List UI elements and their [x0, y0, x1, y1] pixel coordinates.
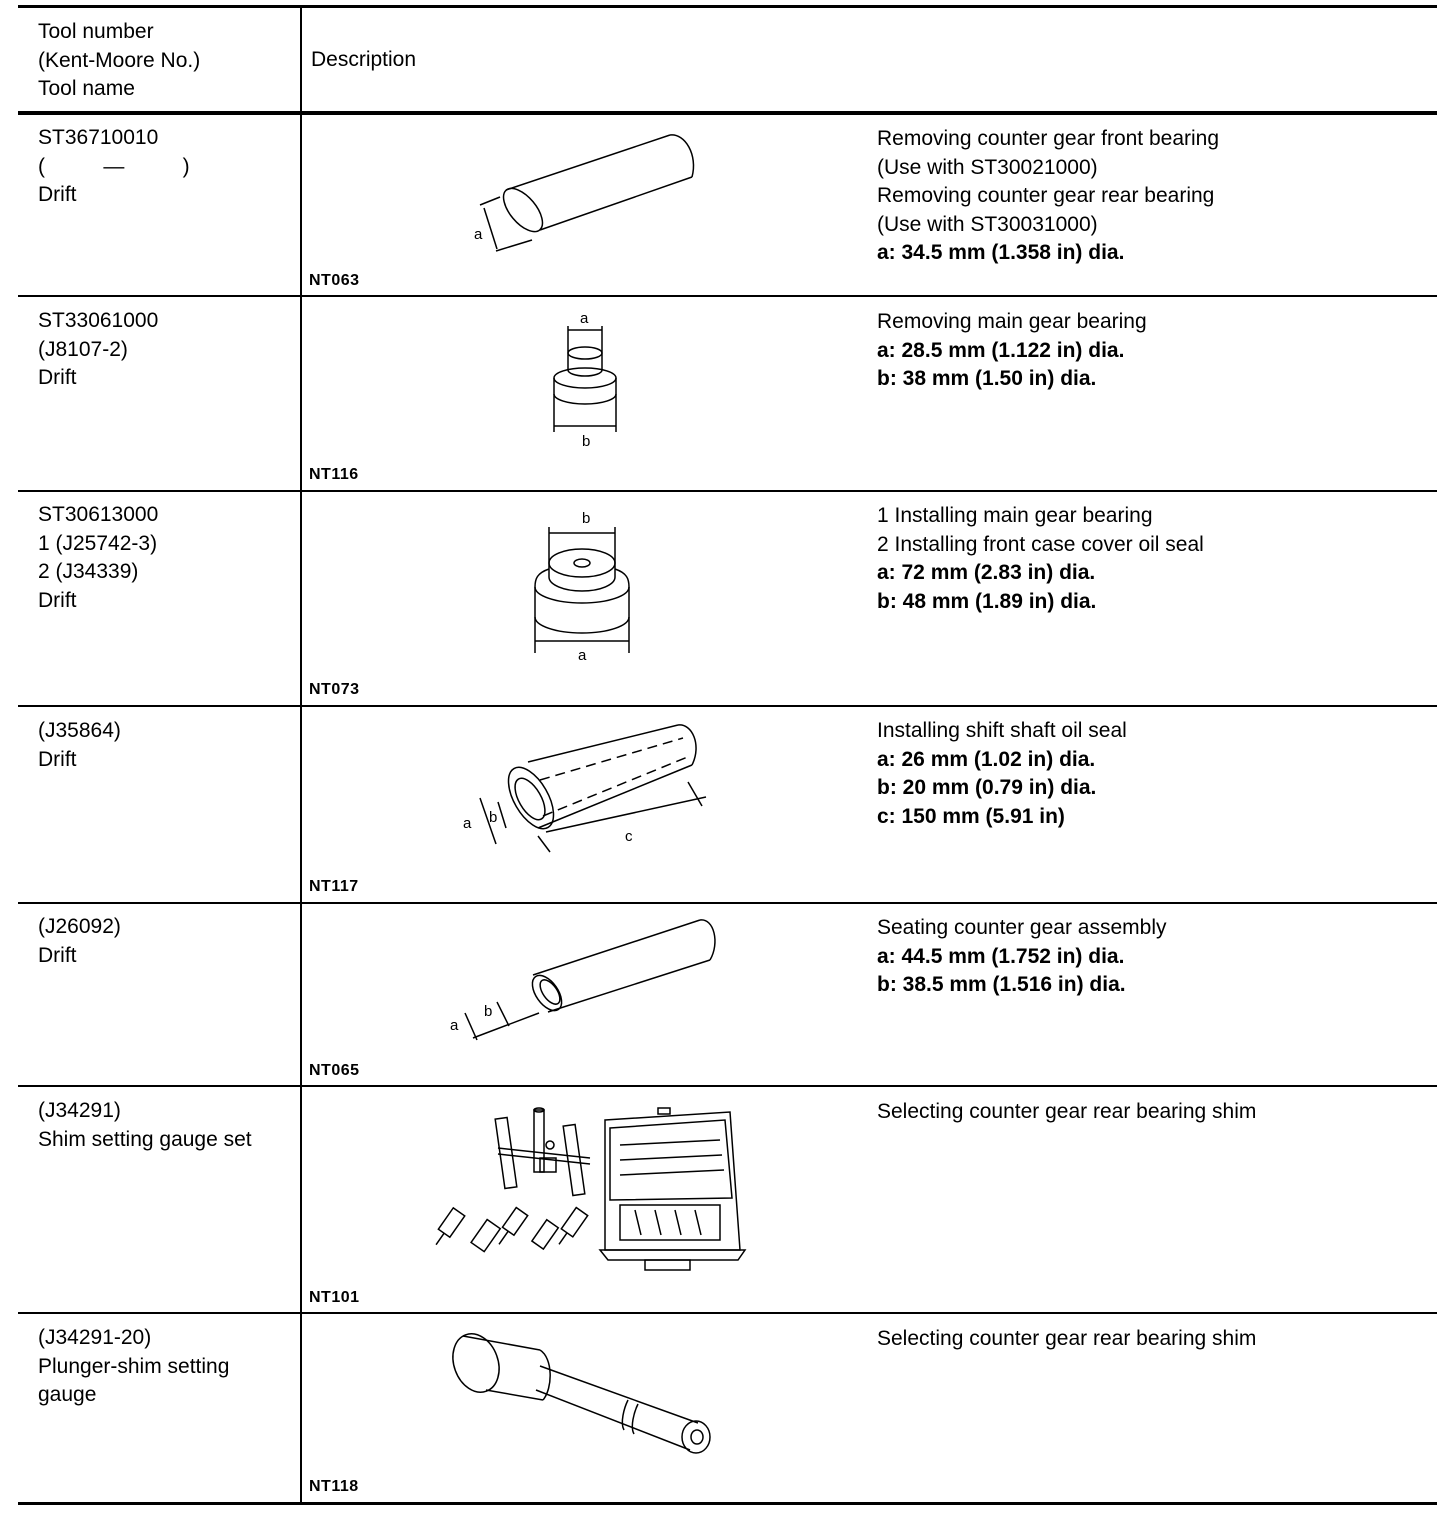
kent-moore-number: (J8107-2): [38, 337, 128, 361]
tool-name: Drift: [38, 183, 77, 206]
shim-gauge-set-illustration: [420, 1100, 745, 1275]
dimension-line: a: 28.5 mm (1.122 in) dia.: [877, 338, 1125, 362]
row-rule: [18, 705, 1437, 707]
figure-code: NT117: [309, 878, 359, 895]
description-cell: [877, 717, 1437, 831]
tool-cell: [38, 124, 293, 210]
header-tool-line: Tool name: [38, 77, 135, 100]
row-rule: [18, 1312, 1437, 1314]
table-top-rule: [18, 5, 1437, 8]
dimension-line: b: 38.5 mm (1.516 in) dia.: [877, 973, 1126, 996]
figure-code: NT101: [309, 1289, 360, 1306]
figure-code: NT118: [309, 1478, 359, 1495]
tool-cell: [38, 913, 293, 970]
tool-name: Drift: [38, 747, 77, 771]
dimension-line: a: 44.5 mm (1.752 in) dia.: [877, 944, 1125, 968]
kent-moore-number: (J26092): [38, 915, 121, 938]
header-tool-line: (Kent-Moore No.): [38, 48, 201, 72]
tool-cell: [38, 1097, 293, 1154]
drift-tube-illustration: [470, 125, 710, 260]
tool-number: ST33061000: [38, 309, 159, 332]
tool-cell: [38, 501, 293, 615]
description-line: 2 Installing front case cover oil seal: [877, 532, 1204, 556]
drift-hollow-tube-illustration: [458, 720, 708, 860]
description-cell: [877, 308, 1437, 394]
description-cell: [877, 1098, 1437, 1127]
drift-stepped-illustration: [545, 308, 625, 450]
figure-label: c: [625, 828, 633, 845]
tool-cell: [38, 307, 293, 393]
tool-number: ST30613000: [38, 503, 159, 526]
row-rule: [18, 1085, 1437, 1087]
description-line: Removing counter gear rear bearing: [877, 184, 1215, 207]
figure-label: a: [474, 226, 483, 243]
row-rule: [18, 902, 1437, 904]
description-line: Installing shift shaft oil seal: [877, 719, 1127, 742]
figure-label: b: [582, 433, 591, 450]
tool-name: Shim setting gauge set: [38, 1127, 252, 1151]
tool-number: ST36710010: [38, 126, 159, 149]
figure-label: b: [484, 1003, 493, 1020]
description-line: Selecting counter gear rear bearing shim: [877, 1100, 1257, 1123]
figure-label: a: [450, 1017, 459, 1034]
row-rule: [18, 295, 1437, 297]
tool-cell: [38, 717, 293, 774]
table-bottom-rule: [18, 1502, 1437, 1505]
description-line: Selecting counter gear rear bearing shim: [877, 1327, 1257, 1350]
column-divider: [300, 5, 302, 1505]
kent-moore-number: 2 (J34339): [38, 560, 139, 583]
tool-name: Drift: [38, 943, 77, 967]
figure-label: b: [582, 510, 591, 527]
kent-moore-number: ( — ): [38, 154, 190, 178]
dimension-line: b: 38 mm (1.50 in) dia.: [877, 367, 1097, 390]
row-rule: [18, 490, 1437, 492]
drift-stepped-disc-illustration: [525, 505, 640, 665]
header-bottom-rule: [18, 111, 1437, 115]
figure-label: a: [463, 815, 472, 832]
figure-code: NT063: [309, 272, 360, 289]
kent-moore-number: 1 (J25742-3): [38, 531, 158, 555]
figure-label: b: [489, 809, 498, 826]
description-line: Removing counter gear front bearing: [877, 127, 1220, 150]
figure-label: a: [578, 647, 587, 664]
description-line: (Use with ST30021000): [877, 155, 1098, 179]
tool-name: Plunger-shim setting: [38, 1354, 230, 1378]
description-line: 1 Installing main gear bearing: [877, 504, 1153, 527]
dimension-line: a: 72 mm (2.83 in) dia.: [877, 561, 1096, 584]
tool-cell: [38, 1324, 293, 1410]
header-tool-column: [38, 18, 293, 104]
description-cell: [877, 914, 1437, 1000]
dimension-line: a: 26 mm (1.02 in) dia.: [877, 747, 1096, 771]
drift-long-tube-illustration: [445, 915, 720, 1045]
tool-name: gauge: [38, 1383, 97, 1406]
figure-code: NT073: [309, 681, 360, 698]
figure-code: NT065: [309, 1062, 360, 1079]
plunger-shim-gauge-illustration: [448, 1328, 723, 1468]
kent-moore-number: (J35864): [38, 719, 121, 742]
description-line: Seating counter gear assembly: [877, 916, 1167, 939]
dimension-line: a: 34.5 mm (1.358 in) dia.: [877, 241, 1125, 264]
dimension-line: c: 150 mm (5.91 in): [877, 804, 1065, 828]
description-cell: [877, 125, 1437, 268]
description-cell: [877, 502, 1437, 616]
kent-moore-number: (J34291-20): [38, 1326, 152, 1349]
dimension-line: b: 48 mm (1.89 in) dia.: [877, 589, 1097, 613]
figure-code: NT116: [309, 466, 359, 483]
kent-moore-number: (J34291): [38, 1099, 121, 1122]
dimension-line: b: 20 mm (0.79 in) dia.: [877, 776, 1097, 799]
header-tool-line: Tool number: [38, 20, 154, 43]
header-description: Description: [311, 48, 417, 71]
tool-name: Drift: [38, 588, 77, 612]
description-line: Removing main gear bearing: [877, 310, 1147, 333]
tool-name: Drift: [38, 366, 77, 389]
description-line: (Use with ST30031000): [877, 212, 1098, 236]
description-cell: [877, 1325, 1437, 1354]
figure-label: a: [580, 310, 589, 327]
